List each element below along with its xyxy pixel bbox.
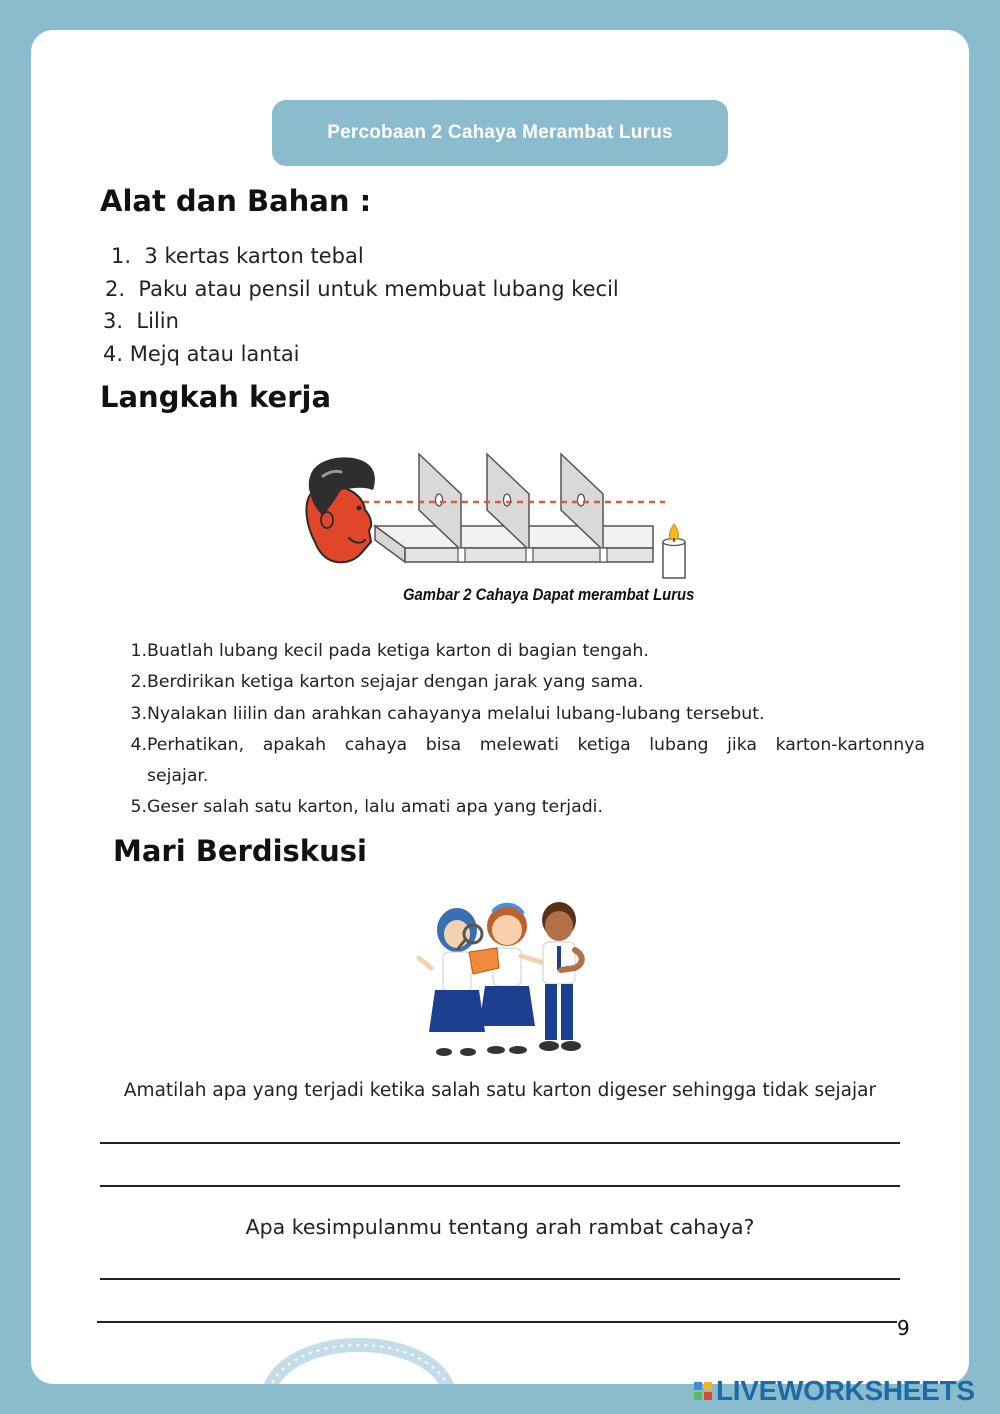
- step-text: Nyalakan liilin dan arahkan cahayanya melalui lubang-lubang tersebut.: [147, 703, 765, 724]
- tools-item-text: Paku atau pensil untuk membuat lubang kecil: [138, 276, 619, 301]
- tools-list: [103, 240, 619, 370]
- page-number: 9: [897, 1316, 910, 1340]
- answer-line-3[interactable]: [100, 1278, 900, 1280]
- step-item: [127, 730, 925, 761]
- experiment-illustration: [279, 450, 699, 584]
- liveworksheets-brand-text: LIVEWORKSHEETS: [716, 1375, 975, 1406]
- step-item: [127, 636, 925, 667]
- tools-item-text: 3 kertas karton tebal: [144, 244, 364, 268]
- step-num: 1.: [130, 641, 147, 661]
- students-drawing: [399, 890, 609, 1060]
- tools-item-text: Lilin: [136, 309, 179, 333]
- decorative-arch: [249, 1330, 469, 1384]
- tools-item-num: 1.: [111, 244, 132, 268]
- step-item: [127, 699, 925, 730]
- step-text: Berdirikan ketiga karton sejajar dengan jarak yang sama.: [147, 672, 644, 693]
- step-num: 3.: [130, 703, 147, 724]
- answer-line-2[interactable]: [100, 1185, 900, 1187]
- student-hijab-icon: [419, 908, 485, 1056]
- tools-item: [103, 305, 619, 338]
- answer-line-1[interactable]: [100, 1142, 900, 1144]
- discussion-heading: Mari Berdiskusi: [113, 834, 367, 868]
- tools-item-num: 2.: [105, 276, 126, 301]
- discussion-question-2: Apa kesimpulanmu tentang arah rambat cahaya?: [245, 1215, 755, 1239]
- step-text: Perhatikan, apakah cahaya bisa melewati ketiga lubang jika karton-kartonnya: [147, 734, 925, 755]
- students-illustration: [399, 890, 609, 1064]
- candle-icon: [663, 524, 685, 578]
- student-boy-icon: [539, 902, 582, 1051]
- step-continuation: sejajar.: [147, 766, 209, 787]
- tools-item-text: Mejq atau lantai: [129, 341, 300, 366]
- worksheet-page: [31, 30, 969, 1384]
- tools-item: [103, 240, 619, 273]
- step-num: 2.: [130, 672, 147, 693]
- liveworksheets-logo-icon: [694, 1382, 712, 1400]
- boy-face-icon: [306, 457, 374, 562]
- tools-item: [103, 273, 619, 306]
- steps-list: [127, 636, 925, 824]
- liveworksheets-logo: [694, 1375, 975, 1407]
- discussion-question-1: Amatilah apa yang terjadi ketika salah satu karton digeser sehingga tidak sejajar: [123, 1080, 877, 1101]
- tools-item: [103, 338, 619, 371]
- figure-caption: Gambar 2 Cahaya Dapat merambat Lurus: [403, 586, 695, 604]
- step-item: [127, 792, 925, 823]
- step-text: Geser salah satu karton, lalu amati apa yang terjadi.: [147, 797, 603, 818]
- step-num: 4.: [130, 734, 147, 755]
- tools-heading: Alat dan Bahan :: [100, 184, 372, 218]
- tools-item-num: 4.: [103, 341, 124, 366]
- answer-line-4[interactable]: [97, 1321, 897, 1323]
- step-num: 5.: [130, 797, 147, 818]
- tools-item-num: 3.: [103, 309, 124, 333]
- step-item: [127, 667, 925, 698]
- steps-heading: Langkah kerja: [100, 380, 332, 414]
- experiment-title-banner: Percobaan 2 Cahaya Merambat Lurus: [272, 100, 728, 166]
- light-experiment-drawing: [279, 450, 699, 580]
- step-text: Buatlah lubang kecil pada ketiga karton di bagian tengah.: [147, 641, 649, 661]
